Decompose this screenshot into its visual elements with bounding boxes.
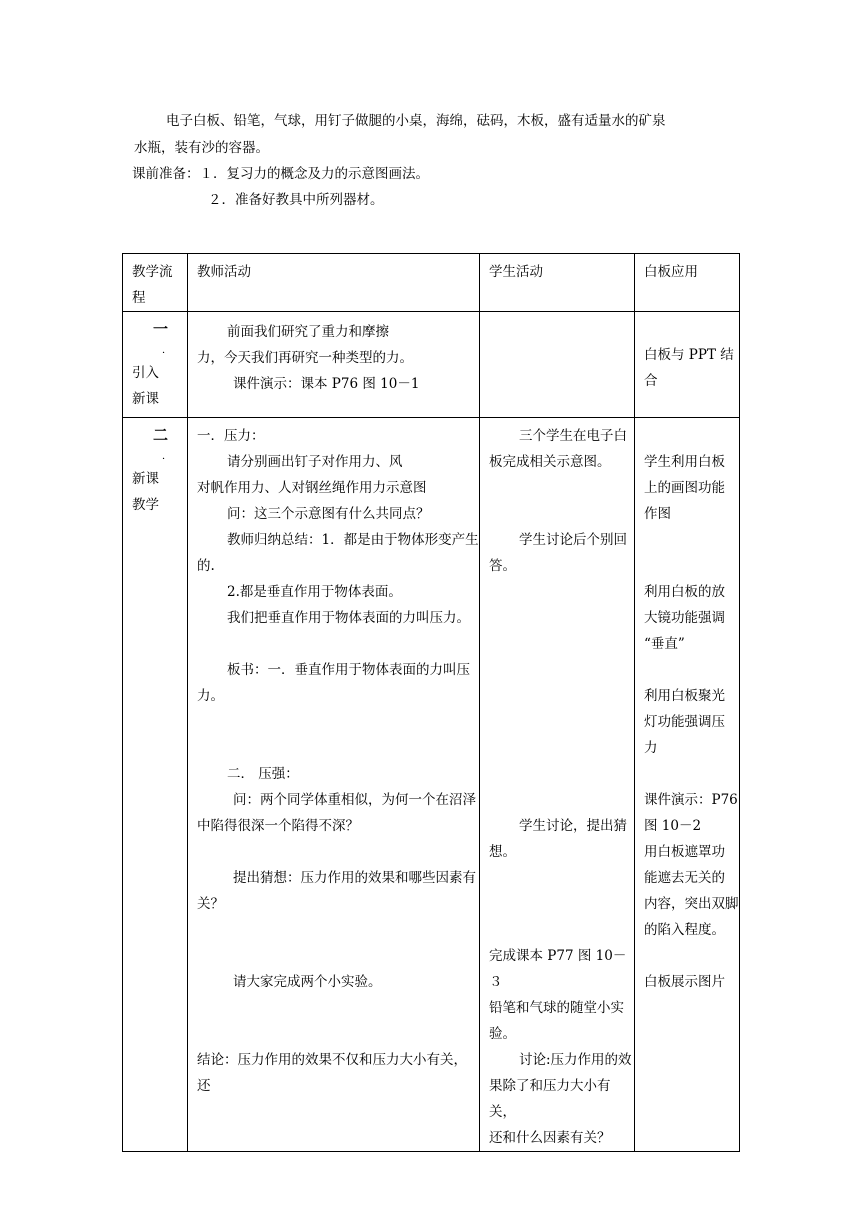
header-teacher xyxy=(188,254,480,312)
header-stage-line2: 程 xyxy=(132,290,146,306)
teacher-line: 请分别画出钉子对作用力、风 xyxy=(227,454,403,470)
board-cell-intro xyxy=(635,312,740,418)
teacher-intro-line-1: 前面我们研究了重力和摩擦 xyxy=(227,324,389,340)
stage-cell-new xyxy=(123,418,188,1152)
student-line: 学生讨论后个别回 xyxy=(519,532,627,548)
board-cell-new xyxy=(635,418,740,1152)
teacher-cell-new xyxy=(188,418,480,1152)
teacher-line: 我们把垂直作用于物体表面的力叫压力。 xyxy=(227,610,470,626)
header-board-label: 白板应用 xyxy=(644,264,698,280)
teacher-cell-intro xyxy=(188,312,480,418)
header-board xyxy=(635,254,740,312)
lesson-plan-table xyxy=(122,253,740,1152)
board-line: 利用白板的放 xyxy=(644,584,725,600)
student-line: 验。 xyxy=(489,1026,516,1042)
board-intro-line-1: 白板与 PPT 结 xyxy=(644,347,734,363)
teacher-line: 的. xyxy=(197,558,215,574)
student-line: 果除了和压力大小有关， xyxy=(489,1078,611,1120)
stage-number-2: 二 xyxy=(153,426,169,444)
teacher-line: 问：两个同学体重相似，为何一个在沼泽 xyxy=(233,792,476,808)
teacher-line: 二． 压强： xyxy=(227,766,299,782)
table-header-row xyxy=(123,254,740,312)
teacher-line: 请大家完成两个小实验。 xyxy=(233,974,382,990)
stage-number-1: 一 xyxy=(153,320,169,338)
header-teacher-label: 教师活动 xyxy=(197,264,251,280)
board-line: 用白板遮罩功 xyxy=(644,844,725,860)
board-line: “垂直” xyxy=(644,636,685,652)
stage-dot-2: ． xyxy=(162,451,172,462)
teacher-line: 2.都是垂直作用于物体表面。 xyxy=(227,584,402,600)
board-intro-line-2: 合 xyxy=(644,373,658,389)
stage-dot-1: ． xyxy=(162,345,172,356)
board-line: 利用白板聚光 xyxy=(644,688,725,704)
equipment-list-line-1: 电子白板、铅笔，气球，用钉子做腿的小桌，海绵，砝码，木板，盛有适量水的矿泉 xyxy=(166,113,666,129)
board-line: 上的画图功能 xyxy=(644,480,725,496)
board-line: 课件演示：P76 xyxy=(644,792,738,808)
stage-label-new-1: 新课 xyxy=(132,471,159,487)
board-line: 白板展示图片 xyxy=(644,974,725,990)
teacher-intro-line-3: 课件演示：课本 P76 图 10－1 xyxy=(233,376,420,392)
stage-label-intro-1: 引入 xyxy=(132,365,159,381)
stage-label-new-2: 教学 xyxy=(132,497,159,513)
header-student xyxy=(480,254,635,312)
teacher-line: 提出猜想：压力作用的效果和哪些因素有 xyxy=(233,870,476,886)
equipment-list-line-2: 水瓶，装有沙的容器。 xyxy=(134,140,269,156)
stage-label-intro-2: 新课 xyxy=(132,391,159,407)
header-student-label: 学生活动 xyxy=(489,264,543,280)
board-line: 大镜功能强调 xyxy=(644,610,725,626)
teacher-line: 力。 xyxy=(197,688,224,704)
board-line: 力 xyxy=(644,740,658,756)
preparation-item-1: 课前准备：１．复习力的概念及力的示意图画法。 xyxy=(132,166,429,182)
board-line: 内容，突出双脚 xyxy=(644,896,739,912)
teacher-intro-line-2: 力，今天我们再研究一种类型的力。 xyxy=(197,350,413,366)
teacher-line: 板书：一．垂直作用于物体表面的力叫压 xyxy=(227,662,470,678)
header-stage-line1: 教学流 xyxy=(132,264,173,280)
teacher-line: 对帆作用力、人对钢丝绳作用力示意图 xyxy=(197,480,427,496)
teacher-line: 结论：压力作用的效果不仅和压力大小有关，还 xyxy=(197,1052,467,1094)
teacher-line: 关？ xyxy=(197,896,224,912)
board-line: 能遮去无关的 xyxy=(644,870,725,886)
student-cell-new xyxy=(480,418,635,1152)
teacher-line: 一．压力： xyxy=(197,428,265,444)
student-line: 完成课本 P77 图 10－３ xyxy=(489,948,627,990)
preparation-item-2: ２．准备好教具中所列器材。 xyxy=(208,192,384,208)
student-line: 答。 xyxy=(489,558,516,574)
student-line: 三个学生在电子白 xyxy=(519,428,627,444)
student-line: 还和什么因素有关？ xyxy=(489,1130,611,1146)
table-row-new-lesson xyxy=(123,418,740,1152)
student-line: 学生讨论，提出猜 xyxy=(519,818,627,834)
board-line: 作图 xyxy=(644,506,671,522)
header-stage xyxy=(123,254,188,312)
student-line: 铅笔和气球的随堂小实 xyxy=(489,1000,624,1016)
board-line: 图 10－2 xyxy=(644,818,702,834)
student-cell-intro xyxy=(480,312,635,418)
table-row-intro xyxy=(123,312,740,418)
teacher-line: 中陷得很深一个陷得不深？ xyxy=(197,818,359,834)
student-line: 想。 xyxy=(489,844,516,860)
teacher-line: 问：这三个示意图有什么共同点？ xyxy=(227,506,430,522)
teacher-line: 教师归纳总结：1．都是由于物体形变产生 xyxy=(227,532,479,548)
board-line: 学生利用白板 xyxy=(644,454,725,470)
student-line: 讨论:压力作用的效 xyxy=(519,1052,632,1068)
board-line: 的陷入程度。 xyxy=(644,922,725,938)
stage-cell-intro xyxy=(123,312,188,418)
student-line: 板完成相关示意图。 xyxy=(489,454,611,470)
board-line: 灯功能强调压 xyxy=(644,714,725,730)
